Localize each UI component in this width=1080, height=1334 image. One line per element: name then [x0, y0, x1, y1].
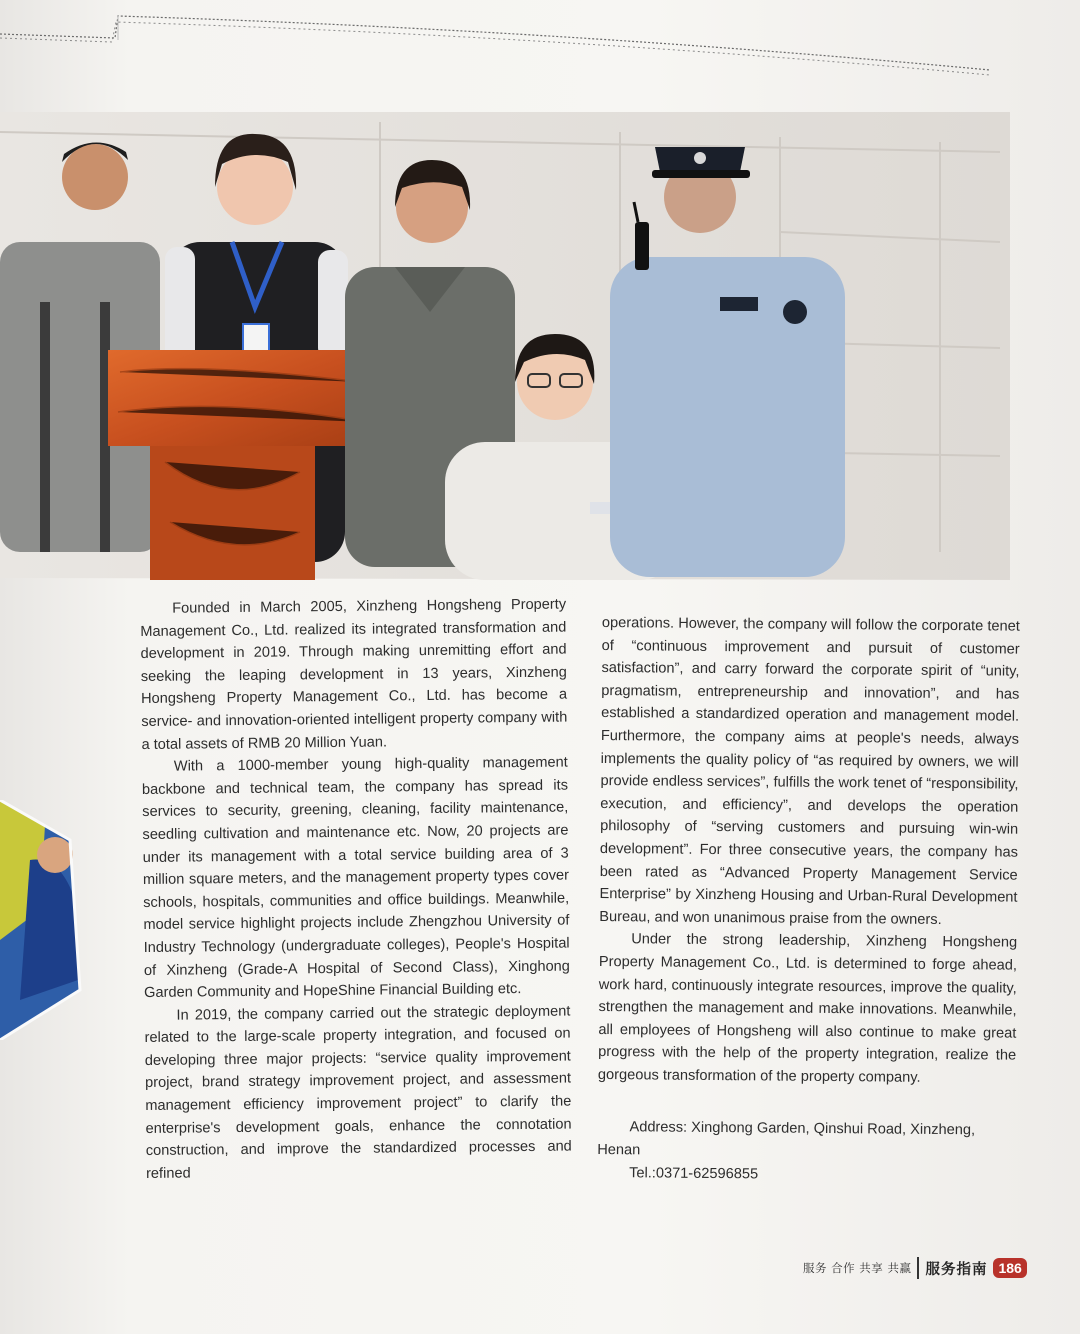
paragraph-strategy-2019: In 2019, the company carried out the strategic deployment related to the large-scale property integration, and focused on developing three major projects: “service quality improvement project, brand strategy improvement project, and assessment management efficiency improvement project” to clarify the enterprise's development goals, enhance the connotation construction, and improve the standardized processes and refined	[144, 1003, 572, 1182]
telephone: Tel.:0371-62596855	[629, 1164, 759, 1183]
paragraph-founding: Founded in March 2005, Xinzheng Hongsheng Property Management Co., Ltd. realized its integrated transformation and development in 2019. Through making unremitting effort and seeking the leaping development in 13 years, Xinzheng Hongsheng Property Management Co., Ltd. has become a service- and innovation-oriented intelligent property company with a total assets of RMB 20 Million Yuan.	[140, 596, 568, 753]
address-line-1: Address: Xinghong Garden, Qinshui Road, Xinzheng,	[629, 1119, 976, 1139]
article-left-column	[140, 594, 572, 1186]
footer-divider	[917, 1257, 919, 1279]
page-footer	[803, 1255, 1031, 1281]
paragraph-leadership: Under the strong leadership, Xinzheng Hongsheng Property Management Co., Ltd. is determined to forge ahead, work hard, continuously integrate resources, improve the quality, strengthen the management and make innovations. Meanwhile, all employees of Hongsheng will also continue to make great progress with the help of the property integration, realize the gorgeous transformation of the property company.	[597, 931, 1018, 1086]
inset-photo	[0, 800, 90, 1040]
decorative-dotted-line	[0, 0, 1080, 90]
staff-group-photo	[0, 92, 1010, 580]
paragraph-team-services: With a 1000-member young high-quality management backbone and technical team, the company has spread its services to security, greening, cleaning, facility maintenance, seedling cultivation and maintenance etc. Now, 20 projects are under its management with a total service building area of 3 million square meters, and the management property types cover schools, hospitals, communities and office buildings. Meanwhile, model service highlight projects include Zhengzhou University of Industry Technology (undergraduate colleges), People's Hospital of Xinzheng (Grade-A Hospital of Second Class), Xinghong Garden Community and HopeShine Financial Building etc.	[141, 754, 570, 1002]
contact-block	[597, 1116, 1016, 1187]
footer-slogan: 服务 合作 共享 共赢	[803, 1261, 912, 1275]
magazine-title: 服务指南	[925, 1260, 988, 1278]
paragraph-continuation: operations. However, the company will follow the corporate tenet of “continuous improvement and pursuit of customer satisfaction”, and carry forward the corporate spirit of “unity, pragmatism, entrepreneurship and innovation”, and has established a standardized operation and management model. Furthermore, the company aims at people's needs, always implements the quality policy of “as required by owners, we will provide endless services”, fulfills the work tenet of “responsibility, execution, and efficiency”, and develops the operation philosophy of “serving customers and pursuing win-win development”. For three consecutive years, the company has been rated as “Advanced Property Management Service Enterprise” by Xinzheng Housing and Urban-Rural Development Bureau, and won unanimous praise from the owners.	[599, 614, 1020, 928]
article-right-column	[597, 612, 1020, 1188]
address-line-2: Henan	[597, 1142, 641, 1159]
page-number-badge: 186	[993, 1258, 1026, 1278]
